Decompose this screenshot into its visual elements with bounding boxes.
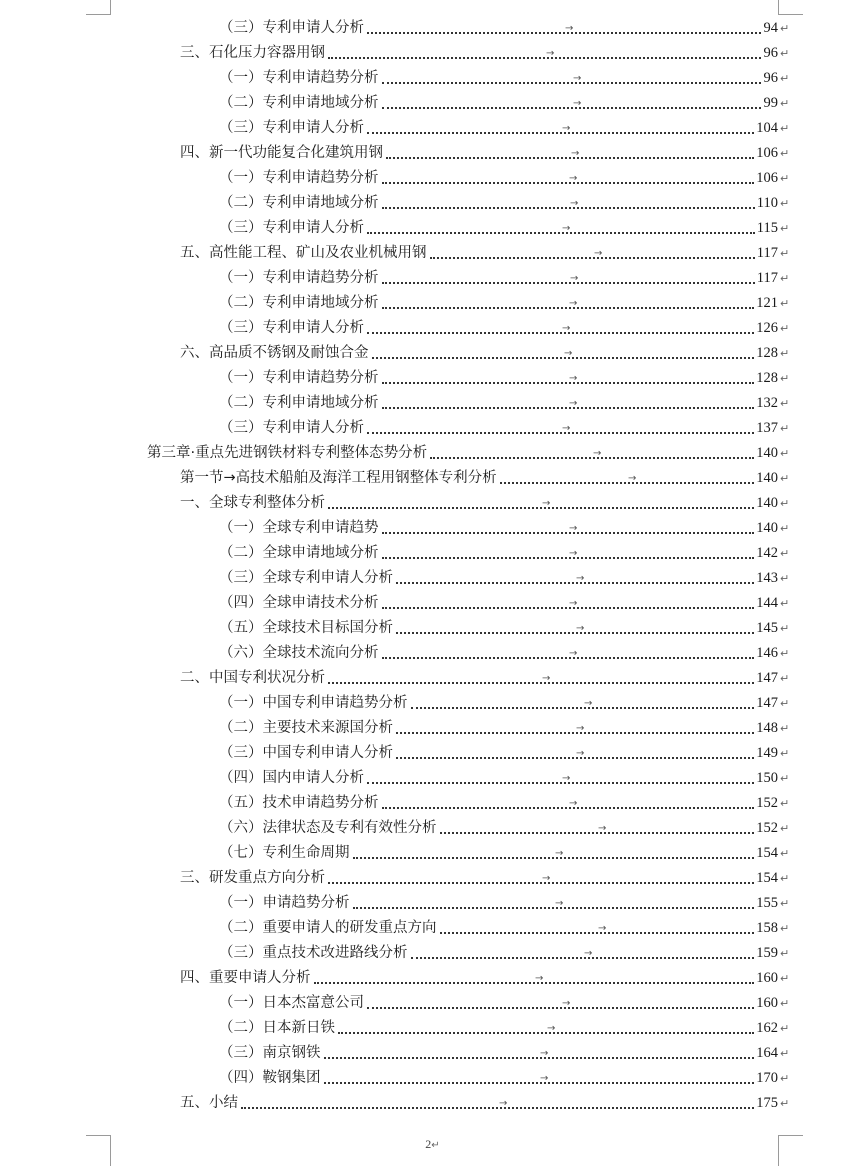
toc-entry-title: （一）日本杰富意公司 — [219, 995, 364, 1011]
page-footer — [0, 1137, 865, 1152]
toc-dot-leader — [353, 907, 754, 909]
tab-arrow-icon: → — [569, 523, 578, 534]
paragraph-mark-icon: ↵ — [780, 797, 790, 810]
toc-entry-title: （二）专利申请地域分析 — [219, 395, 379, 411]
toc-dot-leader — [314, 982, 754, 984]
toc-entry[interactable] — [0, 1091, 865, 1116]
toc-entry-title: （二）专利申请地域分析 — [219, 95, 379, 111]
toc-page-number: 162 — [756, 1020, 778, 1036]
toc-dot-leader — [430, 457, 754, 459]
toc-dot-leader — [500, 482, 754, 484]
paragraph-mark-icon: ↵ — [780, 422, 790, 435]
toc-entry[interactable] — [0, 1016, 865, 1041]
toc-dot-leader — [411, 707, 754, 709]
paragraph-mark-icon: ↵ — [780, 272, 790, 285]
paragraph-mark-icon: ↵ — [780, 572, 790, 585]
tab-arrow-icon: → — [570, 273, 579, 284]
tab-arrow-icon: → — [569, 798, 578, 809]
paragraph-mark-icon: ↵ — [780, 472, 790, 485]
toc-page-number: 110 — [756, 195, 778, 211]
tab-arrow-icon: → — [584, 948, 593, 959]
toc-page-number: 117 — [756, 245, 778, 261]
paragraph-mark-icon: ↵ — [780, 997, 790, 1010]
toc-page-number: 149 — [756, 745, 778, 761]
tab-arrow-icon: → — [555, 848, 564, 859]
paragraph-mark-icon: ↵ — [780, 147, 790, 160]
toc-dot-leader — [328, 682, 754, 684]
toc-page-number: 143 — [756, 570, 778, 586]
tab-arrow-icon: → — [562, 323, 571, 334]
toc-page-number: 148 — [756, 720, 778, 736]
toc-page-number: 160 — [756, 995, 778, 1011]
toc-entry-title: （三）重点技术改进路线分析 — [219, 945, 408, 961]
toc-entry-title: （一）申请趋势分析 — [219, 895, 350, 911]
tab-arrow-icon: → — [598, 923, 607, 934]
toc-entry[interactable] — [0, 1066, 865, 1091]
toc-entry[interactable] — [0, 66, 865, 91]
toc-page-number: 128 — [756, 345, 778, 361]
paragraph-mark-icon: ↵ — [780, 1097, 790, 1110]
paragraph-mark-icon: ↵ — [780, 847, 790, 860]
toc-dot-leader — [396, 757, 754, 759]
toc-dot-leader — [382, 382, 754, 384]
tab-arrow-icon: → — [569, 648, 578, 659]
toc-dot-leader — [367, 332, 754, 334]
toc-entry-title: （三）专利申请人分析 — [219, 120, 364, 136]
paragraph-mark-icon: ↵ — [780, 697, 790, 710]
tab-arrow-icon: → — [576, 723, 585, 734]
toc-entry-title: （五）技术申请趋势分析 — [219, 795, 379, 811]
tab-arrow-icon: → — [535, 973, 544, 984]
paragraph-mark-icon: ↵ — [780, 722, 790, 735]
tab-arrow-icon: → — [542, 673, 551, 684]
toc-entry[interactable] — [0, 141, 865, 166]
toc-entry-title: （七）专利生命周期 — [219, 845, 350, 861]
toc-dot-leader — [440, 932, 754, 934]
tab-arrow-icon: → — [584, 698, 593, 709]
tab-arrow-icon: → — [569, 373, 578, 384]
toc-entry[interactable] — [0, 916, 865, 941]
toc-entry[interactable] — [0, 941, 865, 966]
toc-entry-title: （一）专利申请趋势分析 — [219, 70, 379, 86]
toc-page-number: 106 — [756, 145, 778, 161]
paragraph-mark-icon: ↵ — [780, 497, 790, 510]
toc-entry[interactable] — [0, 816, 865, 841]
paragraph-mark-icon: ↵ — [780, 122, 790, 135]
tab-arrow-icon: → — [499, 1098, 508, 1109]
toc-dot-leader — [241, 1107, 754, 1109]
paragraph-mark-icon: ↵ — [780, 347, 790, 360]
toc-page-number: 140 — [756, 495, 778, 511]
paragraph-mark-icon: ↵ — [780, 922, 790, 935]
tab-arrow-icon: → — [540, 1073, 549, 1084]
paragraph-mark-icon: ↵ — [780, 247, 790, 260]
toc-entry[interactable] — [0, 766, 865, 791]
toc-dot-leader — [324, 1057, 754, 1059]
toc-dot-leader — [328, 57, 761, 59]
toc-dot-leader — [396, 732, 754, 734]
toc-page-number: 164 — [756, 1045, 778, 1061]
paragraph-mark-icon: ↵ — [780, 522, 790, 535]
toc-entry[interactable] — [0, 341, 865, 366]
toc-dot-leader — [367, 32, 761, 34]
toc-entry[interactable] — [0, 216, 865, 241]
paragraph-mark-icon: ↵ — [780, 1022, 790, 1035]
toc-entry[interactable] — [0, 541, 865, 566]
toc-entry[interactable] — [0, 841, 865, 866]
tab-arrow-icon: → — [573, 98, 582, 109]
toc-dot-leader — [382, 807, 754, 809]
tab-arrow-icon: → — [542, 498, 551, 509]
paragraph-mark-icon: ↵ — [780, 597, 790, 610]
toc-entry[interactable] — [0, 691, 865, 716]
toc-entry[interactable] — [0, 741, 865, 766]
table-of-contents — [0, 16, 865, 1116]
toc-entry-title: 三、研发重点方向分析 — [180, 870, 325, 886]
paragraph-mark-icon: ↵ — [780, 547, 790, 560]
toc-dot-leader — [382, 607, 754, 609]
toc-dot-leader — [382, 82, 761, 84]
tab-arrow-icon: → — [562, 423, 571, 434]
toc-entry-title: （一）全球专利申请趋势 — [219, 520, 379, 536]
toc-dot-leader — [328, 507, 754, 509]
toc-page-number: 146 — [756, 645, 778, 661]
toc-dot-leader — [382, 107, 761, 109]
toc-entry[interactable] — [0, 866, 865, 891]
toc-dot-leader — [372, 357, 754, 359]
toc-entry-title: （三）中国专利申请人分析 — [219, 745, 393, 761]
toc-page-number: 155 — [756, 895, 778, 911]
paragraph-mark-icon: ↵ — [780, 22, 790, 35]
toc-entry-title: （二）日本新日铁 — [219, 1020, 335, 1036]
toc-entry[interactable] — [0, 616, 865, 641]
toc-entry[interactable] — [0, 316, 865, 341]
toc-entry[interactable] — [0, 641, 865, 666]
tab-arrow-icon: → — [576, 573, 585, 584]
toc-entry-title: （二）主要技术来源国分析 — [219, 720, 393, 736]
toc-page-number: 158 — [756, 920, 778, 936]
toc-entry-title: 四、重要申请人分析 — [180, 970, 311, 986]
toc-dot-leader — [430, 257, 755, 259]
toc-page-number: 142 — [756, 545, 778, 561]
toc-entry-title: （二）全球申请地域分析 — [219, 545, 379, 561]
paragraph-mark-icon: ↵ — [780, 197, 790, 210]
toc-entry[interactable] — [0, 1041, 865, 1066]
toc-dot-leader — [440, 832, 754, 834]
tab-arrow-icon: → — [542, 873, 551, 884]
toc-dot-leader — [367, 432, 754, 434]
toc-entry-title: （二）专利申请地域分析 — [219, 195, 379, 211]
toc-dot-leader — [382, 657, 754, 659]
toc-dot-leader — [396, 632, 754, 634]
toc-entry-title: 五、高性能工程、矿山及农业机械用钢 — [180, 245, 427, 261]
toc-entry[interactable] — [0, 441, 865, 466]
tab-arrow-icon: → — [562, 223, 571, 234]
toc-entry-title: （一）专利申请趋势分析 — [219, 370, 379, 386]
toc-dot-leader — [328, 882, 754, 884]
toc-page-number: 154 — [756, 870, 778, 886]
toc-dot-leader — [386, 157, 754, 159]
toc-page-number: 121 — [756, 295, 778, 311]
tab-arrow-icon: → — [540, 1048, 549, 1059]
toc-page-number: 96 — [763, 70, 778, 86]
crop-mark-top-right — [778, 0, 803, 15]
toc-entry[interactable] — [0, 16, 865, 41]
toc-page-number: 94 — [763, 20, 778, 36]
toc-entry-title: （三）专利申请人分析 — [219, 20, 364, 36]
toc-dot-leader — [367, 782, 754, 784]
paragraph-mark-icon: ↵ — [780, 172, 790, 185]
paragraph-mark-icon: ↵ — [780, 1072, 790, 1085]
toc-page-number: 96 — [763, 45, 778, 61]
toc-entry-title: （三）专利申请人分析 — [219, 320, 364, 336]
toc-entry-title: （六）全球技术流向分析 — [219, 645, 379, 661]
tab-arrow-icon: → — [573, 73, 582, 84]
toc-dot-leader — [382, 282, 755, 284]
toc-entry-title: （二）重要申请人的研发重点方向 — [219, 920, 437, 936]
toc-entry[interactable] — [0, 191, 865, 216]
toc-entry-title: 第三章·重点先进钢铁材料专利整体态势分析 — [147, 445, 428, 461]
tab-arrow-icon: → — [570, 198, 579, 209]
toc-dot-leader — [338, 1032, 754, 1034]
toc-page-number: 152 — [756, 820, 778, 836]
toc-page-number: 175 — [756, 1095, 778, 1111]
paragraph-mark-icon: ↵ — [780, 972, 790, 985]
toc-dot-leader — [353, 857, 754, 859]
toc-entry[interactable] — [0, 566, 865, 591]
toc-dot-leader — [382, 182, 754, 184]
toc-entry[interactable] — [0, 991, 865, 1016]
tab-arrow-icon: → — [562, 998, 571, 1009]
toc-entry[interactable] — [0, 966, 865, 991]
toc-page-number: 106 — [756, 170, 778, 186]
toc-dot-leader — [396, 582, 754, 584]
toc-page-number: 147 — [756, 670, 778, 686]
tab-arrow-icon: → — [576, 623, 585, 634]
toc-entry[interactable] — [0, 666, 865, 691]
tab-arrow-icon: → — [547, 1023, 556, 1034]
toc-dot-leader — [382, 532, 754, 534]
tab-arrow-icon: → — [564, 348, 573, 359]
toc-entry-title: （三）全球专利申请人分析 — [219, 570, 393, 586]
tab-arrow-icon: → — [594, 248, 603, 259]
toc-page-number: 115 — [756, 220, 778, 236]
toc-entry[interactable] — [0, 291, 865, 316]
paragraph-mark-icon: ↵ — [780, 97, 790, 110]
toc-entry[interactable] — [0, 591, 865, 616]
paragraph-mark-icon: ↵ — [780, 372, 790, 385]
tab-arrow-icon: → — [576, 748, 585, 759]
toc-page-number: 159 — [756, 945, 778, 961]
toc-dot-leader — [382, 557, 754, 559]
paragraph-mark-icon: ↵ — [431, 1140, 440, 1151]
tab-arrow-icon: → — [569, 548, 578, 559]
tab-arrow-icon: → — [569, 173, 578, 184]
paragraph-mark-icon: ↵ — [780, 1047, 790, 1060]
paragraph-mark-icon: ↵ — [780, 872, 790, 885]
tab-arrow-icon: → — [555, 898, 564, 909]
toc-entry-title: 第一节→高技术船舶及海洋工程用钢整体专利分析 — [180, 470, 497, 486]
paragraph-mark-icon: ↵ — [780, 447, 790, 460]
toc-page-number: 137 — [756, 420, 778, 436]
toc-entry[interactable] — [0, 716, 865, 741]
paragraph-mark-icon: ↵ — [780, 672, 790, 685]
toc-entry[interactable] — [0, 391, 865, 416]
toc-page-number: 128 — [756, 370, 778, 386]
toc-entry-title: （三）专利申请人分析 — [219, 420, 364, 436]
toc-entry-title: （四）全球申请技术分析 — [219, 595, 379, 611]
paragraph-mark-icon: ↵ — [780, 322, 790, 335]
toc-entry[interactable] — [0, 166, 865, 191]
toc-entry-title: （四）鞍钢集团 — [219, 1070, 321, 1086]
toc-entry-title: 三、石化压力容器用钢 — [180, 45, 325, 61]
toc-entry[interactable] — [0, 91, 865, 116]
toc-entry[interactable] — [0, 116, 865, 141]
toc-page-number: 126 — [756, 320, 778, 336]
paragraph-mark-icon: ↵ — [780, 47, 790, 60]
tab-arrow-icon: → — [569, 598, 578, 609]
toc-entry-title: （一）中国专利申请趋势分析 — [219, 695, 408, 711]
paragraph-mark-icon: ↵ — [780, 647, 790, 660]
paragraph-mark-icon: ↵ — [780, 747, 790, 760]
tab-arrow-icon: → — [562, 773, 571, 784]
toc-page-number: 145 — [756, 620, 778, 636]
toc-page-number: 140 — [756, 445, 778, 461]
toc-entry-title: （六）法律状态及专利有效性分析 — [219, 820, 437, 836]
paragraph-mark-icon: ↵ — [780, 222, 790, 235]
toc-entry-title: （三）专利申请人分析 — [219, 220, 364, 236]
toc-page-number: 160 — [756, 970, 778, 986]
paragraph-mark-icon: ↵ — [780, 72, 790, 85]
toc-entry[interactable] — [0, 416, 865, 441]
toc-entry[interactable] — [0, 791, 865, 816]
tab-arrow-icon: → — [598, 823, 607, 834]
toc-page-number: 99 — [763, 95, 778, 111]
toc-entry-title: 一、全球专利整体分析 — [180, 495, 325, 511]
toc-entry-title: （一）专利申请趋势分析 — [219, 270, 379, 286]
toc-dot-leader — [411, 957, 754, 959]
tab-arrow-icon: → — [593, 448, 602, 459]
toc-dot-leader — [367, 232, 755, 234]
toc-entry-title: （四）国内申请人分析 — [219, 770, 364, 786]
toc-entry[interactable] — [0, 466, 865, 491]
paragraph-mark-icon: ↵ — [780, 622, 790, 635]
toc-dot-leader — [367, 132, 754, 134]
toc-page-number: 117 — [756, 270, 778, 286]
toc-entry-title: （一）专利申请趋势分析 — [219, 170, 379, 186]
toc-page-number: 140 — [756, 520, 778, 536]
paragraph-mark-icon: ↵ — [780, 772, 790, 785]
toc-page-number: 104 — [756, 120, 778, 136]
toc-dot-leader — [367, 1007, 754, 1009]
tab-arrow-icon: → — [562, 123, 571, 134]
toc-entry-title: 二、中国专利状况分析 — [180, 670, 325, 686]
toc-page-number: 147 — [756, 695, 778, 711]
toc-entry[interactable] — [0, 891, 865, 916]
toc-entry-title: （五）全球技术目标国分析 — [219, 620, 393, 636]
tab-arrow-icon: → — [569, 298, 578, 309]
toc-entry[interactable] — [0, 241, 865, 266]
toc-page-number: 170 — [756, 1070, 778, 1086]
toc-entry-title: 五、小结 — [180, 1095, 238, 1111]
tab-arrow-icon: → — [571, 148, 580, 159]
toc-page-number: 144 — [756, 595, 778, 611]
paragraph-mark-icon: ↵ — [780, 947, 790, 960]
toc-entry[interactable] — [0, 41, 865, 66]
toc-entry-title: （三）南京钢铁 — [219, 1045, 321, 1061]
paragraph-mark-icon: ↵ — [780, 822, 790, 835]
tab-arrow-icon: → — [546, 48, 555, 59]
toc-page-number: 132 — [756, 395, 778, 411]
crop-mark-top-left — [86, 0, 111, 15]
toc-dot-leader — [382, 407, 754, 409]
toc-page-number: 154 — [756, 845, 778, 861]
toc-entry[interactable] — [0, 516, 865, 541]
paragraph-mark-icon: ↵ — [780, 397, 790, 410]
tab-arrow-icon: → — [628, 473, 637, 484]
paragraph-mark-icon: ↵ — [780, 897, 790, 910]
toc-entry-title: 四、新一代功能复合化建筑用钢 — [180, 145, 383, 161]
toc-entry-title: （二）专利申请地域分析 — [219, 295, 379, 311]
toc-entry[interactable] — [0, 491, 865, 516]
tab-arrow-icon: → — [569, 398, 578, 409]
toc-entry[interactable] — [0, 266, 865, 291]
toc-page-number: 140 — [756, 470, 778, 486]
toc-page-number: 150 — [756, 770, 778, 786]
paragraph-mark-icon: ↵ — [780, 297, 790, 310]
footer-page-number: 2 — [425, 1137, 432, 1151]
toc-dot-leader — [382, 207, 755, 209]
tab-arrow-icon: → — [565, 23, 574, 34]
toc-dot-leader — [324, 1082, 754, 1084]
toc-page-number: 152 — [756, 795, 778, 811]
toc-entry[interactable] — [0, 366, 865, 391]
toc-entry-title: 六、高品质不锈钢及耐蚀合金 — [180, 345, 369, 361]
toc-dot-leader — [382, 307, 754, 309]
